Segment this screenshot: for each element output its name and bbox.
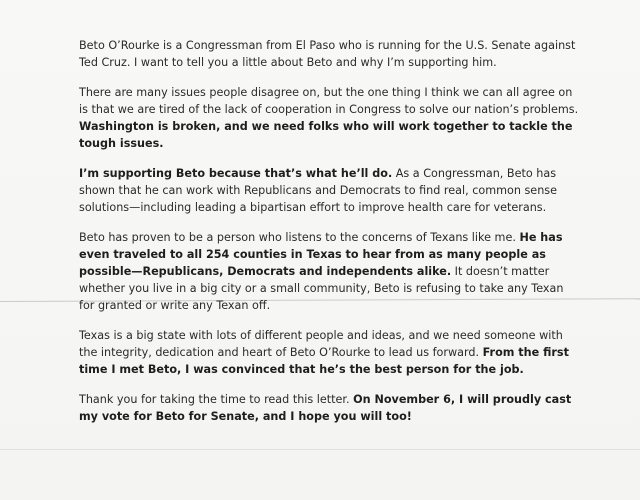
paragraph-listens: Beto has proven to be a person who listens to the concerns of Texans like me. He has even traveled to all 254 counties in Texas to hear from as many people as possible—Republicans, Democrats and independents alike. It doesn’t matter whether you live in a big city or a small community, Beto is refusing to take any Texan for granted or write any Texan off. (79, 231, 564, 312)
emphasis-supporting: I’m supporting Beto because that’s what he’ll do. (79, 167, 393, 180)
paper-fold-line-lower (0, 449, 640, 450)
paragraph-intro: Beto O’Rourke is a Congressman from El Paso who is running for the U.S. Senate against Ted Cruz. I want to tell you a little about Beto and why I’m supporting him. (79, 39, 576, 69)
letter-body (79, 37, 579, 438)
emphasis-counties: He has even traveled to all 254 counties in Texas to hear from as many people as possible—Republicans, Democrats and independents alike. (79, 231, 563, 278)
paragraph-issues: There are many issues people disagree on, but the one thing I think we can all agree on is that we are tired of the lack of cooperation in Congress to solve our nation’s problems. Washington is broken, and we need folks who will work together to tackle the tough issues. (79, 86, 579, 150)
paragraph-supporting: I’m supporting Beto because that’s what he’ll do. As a Congressman, Beto has shown that he can work with Republicans and Democrats to find real, common sense solutions—including leading a bipartisan effort to improve health care for veterans. (79, 167, 557, 214)
emphasis-best-person: From the first time I met Beto, I was convinced that he’s the best person for the job. (79, 346, 569, 376)
paragraph-closing: Thank you for taking the time to read this letter. On November 6, I will proudly cast my vote for Beto for Senate, and I hope you will too! (79, 393, 572, 423)
emphasis-vote: On November 6, I will proudly cast my vote for Beto for Senate, and I hope you will too! (79, 393, 572, 423)
emphasis-washington: Washington is broken, and we need folks who will work together to tackle the tough issues. (79, 120, 573, 150)
paragraph-texas: Texas is a big state with lots of different people and ideas, and we need someone with the integrity, dedication and heart of Beto O’Rourke to lead us forward. From the first time I met Beto, I was convinced that he’s the best person for the job. (79, 329, 569, 376)
